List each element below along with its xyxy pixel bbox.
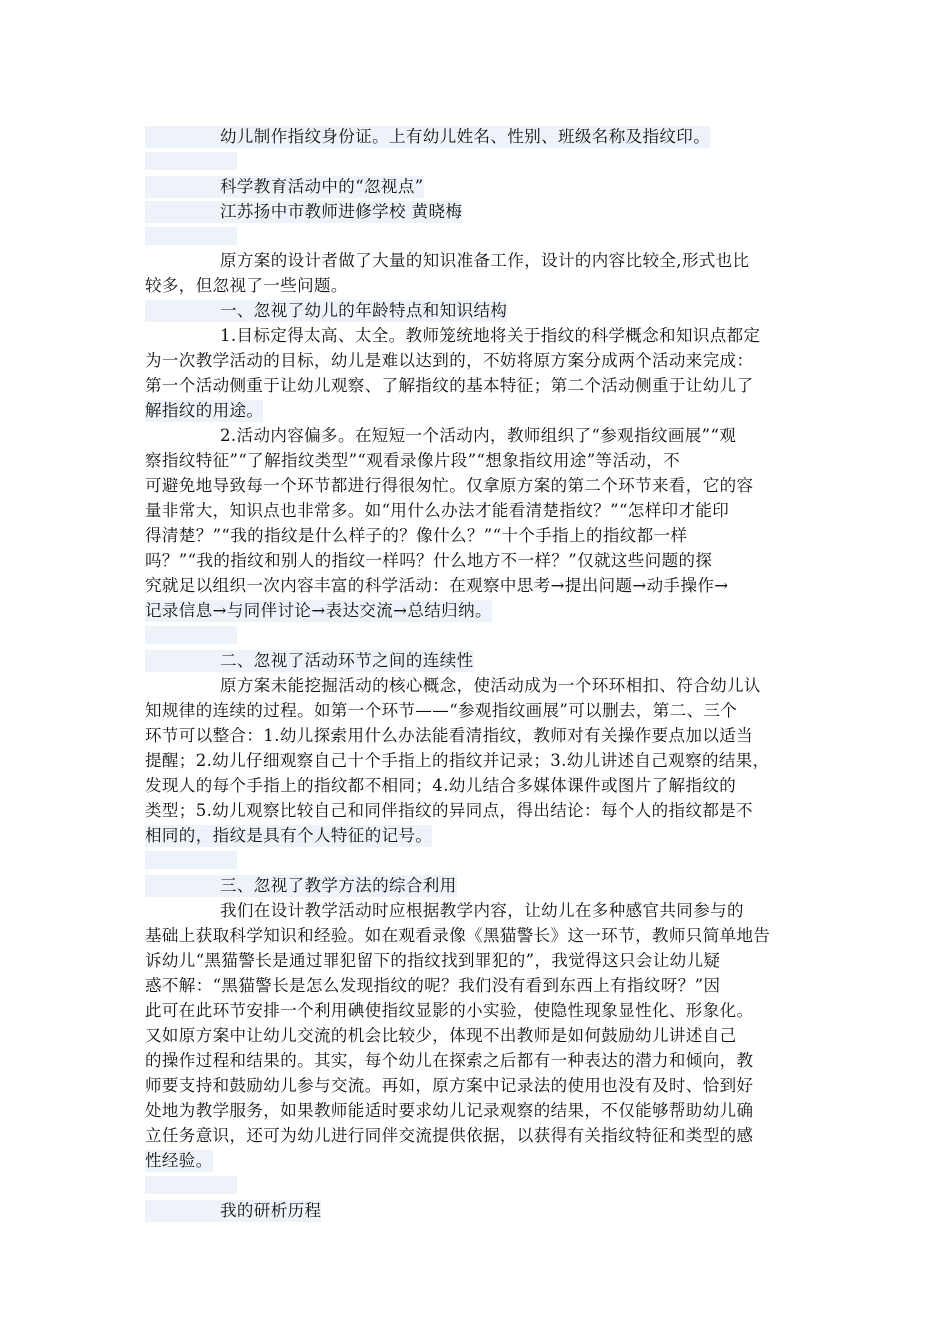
- paragraph-line: 幼儿制作指纹身份证。上有幼儿姓名、性别、班级名称及指纹印。: [145, 126, 710, 148]
- paragraph-line: 发现人的每个手指上的指纹都不相同；4.幼儿结合多媒体课件或图片了解指纹的: [145, 776, 737, 795]
- paragraph-line: 1.目标定得太高、太全。教师笼统地将关于指纹的科学概念和知识点都定: [220, 326, 761, 345]
- paragraph-line: 立任务意识，还可为幼儿进行同伴交流提供依据，以获得有关指纹特征和类型的感: [145, 1126, 754, 1145]
- paragraph-line: 性经验。: [145, 1151, 213, 1170]
- paragraph-line: 吗？”“我的指纹和别人的指纹一样吗？什么地方不一样？”仅就这些问题的探: [145, 551, 713, 570]
- blank-line: [145, 626, 237, 644]
- blank-line: [145, 152, 237, 170]
- paragraph-line: 基础上获取科学知识和经验。如在观看录像《黑猫警长》这一环节，教师只简单地告: [145, 926, 771, 945]
- paragraph-line: 此可在此环节安排一个利用碘使指纹显影的小实验，使隐性现象显性化、形象化。: [145, 1001, 754, 1020]
- paragraph-line: 记录信息→与同伴讨论→表达交流→总结归纳。: [145, 601, 492, 620]
- paragraph-line: 可避免地导致每一个环节都进行得很匆忙。仅拿原方案的第二个环节来看，它的容: [145, 476, 754, 495]
- paragraph-line: 环节可以整合：1.幼儿探索用什么办法能看清指纹，教师对有关操作要点加以适当: [145, 726, 754, 745]
- paragraph-line: 2.活动内容偏多。在短短一个活动内，教师组织了“参观指纹画展”“观: [220, 426, 737, 445]
- article-author: 江苏扬中市教师进修学校 黄晓梅: [145, 201, 462, 223]
- paragraph-line: 原方案的设计者做了大量的知识准备工作，设计的内容比较全,形式也比: [220, 251, 750, 270]
- paragraph-line: 知规律的连续的过程。如第一个环节——“参观指纹画展”可以删去，第二、三个: [145, 701, 738, 720]
- section-heading: 三、忽视了教学方法的综合利用: [145, 875, 457, 897]
- article-title: 科学教育活动中的“忽视点”: [145, 176, 424, 198]
- paragraph-line: 得清楚？”“我的指纹是什么样子的？像什么？”“十个手指上的指纹都一样: [145, 526, 688, 545]
- paragraph-line: 较多，但忽视了一些问题。: [145, 276, 348, 295]
- section-heading: 二、忽视了活动环节之间的连续性: [145, 650, 474, 672]
- paragraph-line: 师要支持和鼓励幼儿参与交流。再如，原方案中记录法的使用也没有及时、恰到好: [145, 1076, 754, 1095]
- paragraph-line: 解指纹的用途。: [145, 401, 264, 420]
- blank-line: [145, 851, 237, 869]
- paragraph-line: 我们在设计教学活动时应根据教学内容，让幼儿在多种感官共同参与的: [220, 901, 744, 920]
- paragraph-line: 的操作过程和结果的。其实，每个幼儿在探索之后都有一种表达的潜力和倾向，教: [145, 1051, 754, 1070]
- blank-line: [145, 227, 237, 245]
- paragraph-line: 类型；5.幼儿观察比较自己和同伴指纹的异同点，得出结论：每个人的指纹都是不: [145, 801, 754, 820]
- blank-line: [145, 1176, 237, 1194]
- paragraph-line: 第一个活动侧重于让幼儿观察、了解指纹的基本特征；第二个活动侧重于让幼儿了: [145, 376, 754, 395]
- paragraph-line: 为一次教学活动的目标，幼儿是难以达到的，不妨将原方案分成两个活动来完成：: [145, 351, 754, 370]
- paragraph-line: 诉幼儿“黑猫警长是通过罪犯留下的指纹找到罪犯的”，我觉得这只会让幼儿疑: [145, 951, 721, 970]
- paragraph-line: 处地为教学服务，如果教师能适时要求幼儿记录观察的结果，不仅能够帮助幼儿确: [145, 1101, 754, 1120]
- section-heading: 一、忽视了幼儿的年龄特点和知识结构: [145, 300, 507, 322]
- paragraph-line: 惑不解：“黑猫警长是怎么发现指纹的呢？我们没有看到东西上有指纹呀？”因: [145, 976, 721, 995]
- paragraph-line: 量非常大，知识点也非常多。如“用什么办法才能看清楚指纹？”“怎样印才能印: [145, 501, 730, 520]
- paragraph-line: 又如原方案中让幼儿交流的机会比较少，体现不出教师是如何鼓励幼儿讲述自己: [145, 1026, 737, 1045]
- paragraph-line: 察指纹特征”“了解指纹类型”“观看录像片段”“想象指纹用途”等活动，不: [145, 451, 681, 470]
- section-heading: 我的研析历程: [145, 1200, 321, 1222]
- paragraph-line: 究就足以组织一次内容丰富的科学活动：在观察中思考→提出问题→动手操作→: [145, 576, 729, 595]
- paragraph-line: 原方案未能挖掘活动的核心概念，使活动成为一个环环相扣、符合幼儿认: [220, 676, 761, 695]
- paragraph-line: 相同的，指纹是具有个人特征的记号。: [145, 826, 433, 845]
- paragraph-line: 提醒；2.幼儿仔细观察自己十个手指上的指纹并记录；3.幼儿讲述自己观察的结果，: [145, 751, 770, 770]
